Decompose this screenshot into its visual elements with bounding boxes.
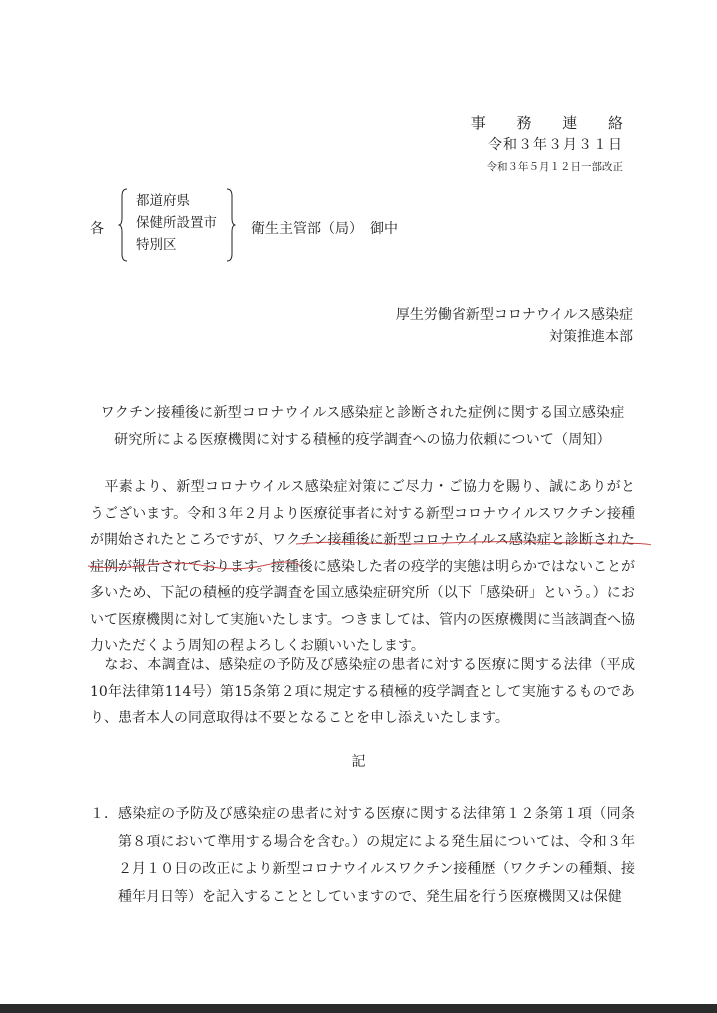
- issue-date: 令和３年３月３１日: [488, 137, 623, 153]
- recipient-prefix: 各: [90, 221, 104, 237]
- notice-header: [470, 112, 636, 178]
- note-heading: 記: [351, 754, 366, 770]
- document-title: [90, 400, 635, 454]
- recipient-organization: 保健所設置市: [136, 215, 217, 231]
- document-title-line: ワクチン接種後に新型コロナウイルス感染症と診断された症例に関する国立感染症: [100, 405, 625, 421]
- scan-edge-border: [0, 1004, 717, 1013]
- sender-line: 厚生労働省新型コロナウイルス感染症: [395, 307, 633, 323]
- recipient-organization: 都道府県: [136, 193, 190, 209]
- body-paragraph: [90, 652, 635, 732]
- document-title-line: 研究所による医療機関に対する積極的疫学調査への協力依頼について（周知）: [114, 432, 611, 448]
- list-item-text: 感染症の予防及び感染症の患者に対する医療に関する法律第１２条第１項（同条第８項において準用する場合を含む。）の規定による発生届については、令和３年２月１０日の改正により新型コロナウイルスワクチン接種歴（ワクチンの種類、接種年月日等）を記入することとしていますので、発生届を行う医療機関又は保健: [118, 806, 635, 905]
- recipient-department: 衛生主管部（局） 御中: [251, 221, 398, 237]
- notice-type: 事 務 連 絡: [470, 114, 636, 132]
- left-brace-icon: [118, 188, 128, 262]
- sender-block: [396, 304, 633, 348]
- list-item: [90, 801, 635, 911]
- body-paragraph-text: なお、本調査は、感染症の予防及び感染症の患者に対する医療に関する法律（平成10年法律第114号）第15条第２項に規定する積極的疫学調査として実施するものであり、患者本人の同意取得は不要となることを申し添えいたします。: [90, 657, 635, 726]
- recipient-organization: 特別区: [136, 237, 177, 253]
- revision-note: 令和３年５月１２日一部改正: [486, 161, 623, 173]
- sender-line: 対策推進本部: [549, 329, 633, 345]
- body-paragraph: [90, 474, 635, 660]
- list-item-number: １．: [90, 806, 118, 822]
- recipient-organization-list: [136, 190, 217, 256]
- body-paragraph-text: 平素より、新型コロナウイルス感染症対策にご尽力・ご協力を賜り、誠にありがとうございます。令和３年２月より医療従事者に対する新型コロナウイルスワクチン接種が開始されたところですが、ワクチン接種後に新型コロナウイルス感染症と診断された症例が報告されております。接種後に感染した者の疫学的実態は明らかではないことが多いため、下記の積極的疫学調査を国立感染症研究所（以下「感染研」という。）において医療機関に対して実施いたします。つきましては、管内の医療機関に当該調査へ協力いただくよう周知の程よろしくお願いいたします。: [90, 479, 635, 654]
- right-brace-icon: [226, 188, 236, 262]
